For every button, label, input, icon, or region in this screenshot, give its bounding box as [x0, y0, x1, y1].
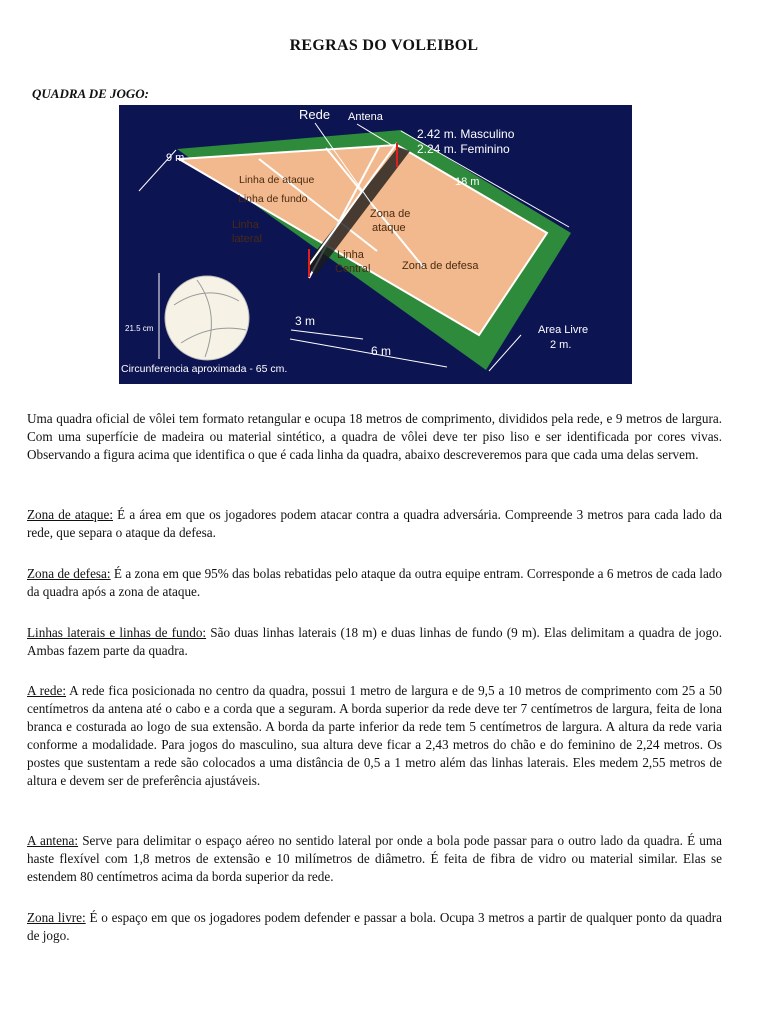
free-zone-term: Zona livre:	[27, 910, 86, 925]
free-zone-paragraph	[27, 909, 722, 945]
sideline-label-line1: Linha	[232, 219, 259, 231]
net-label: Rede	[299, 107, 331, 122]
net-text: A rede fica posicionada no centro da quadra, possui 1 metro de largura e de 9,5 a 10 metros de comprimento com 25 a 50 centímetros da antena até o cabo e a corda que a seguram. A borda superior da rede deve ter 7 centímetros de largura, feita de lona branca e costurada ao logo de sua extensão. A borda da parte inferior da rede tem 5 centímetros de largura. A altura da rede varia conforme a modalidade. Para jogos do masculino, sua altura deve ficar a 2,43 metros do chão e do feminino de 2,24 metros. Os postes que sustentam a rede são colocados a uma distância de 0,5 a 1 metro além das linhas laterais. Eles medem 2,55 metros de altura e devem ser de preferência ajustáveis.	[27, 683, 723, 788]
defense-zone-label: Zona de defesa	[402, 260, 479, 272]
section-heading-court: QUADRA DE JOGO:	[32, 86, 150, 101]
width-label: 9 m	[166, 152, 185, 164]
attack-zone-label-line2: ataque	[372, 222, 406, 234]
antenna-term: A antena:	[27, 833, 79, 848]
three-meter-label: 3 m	[295, 314, 316, 328]
length-label: 18 m	[455, 176, 480, 188]
net-term: A rede:	[27, 683, 67, 698]
antenna-text: Serve para delimitar o espaço aéreo no sentido lateral por onde a bola pode passar para o outro lado da quadra. É uma haste flexível com 1,8 metros de extensão e 10 milímetros de diâmetro. É feita de fibra de vidro ou material similar. Elas se estendem 80 centímetros acima da borda superior da rede.	[27, 833, 723, 884]
intro-paragraph	[27, 410, 722, 464]
intro-paragraph-text: Uma quadra oficial de vôlei tem formato retangular e ocupa 18 metros de comprimento, divididos pela rede, e 9 metros de largura. Com uma superfície de madeira ou material sintético, a quadra de vôlei deve ter piso liso e ser identificada por cores vivas. Observando a figura acima que identifica o que é cada linha da quadra, abaixo descreveremos para que cada uma delas servem.	[27, 411, 722, 462]
court-diagram-svg	[119, 105, 632, 384]
free-zone-text: É o espaço em que os jogadores podem defender e passar a bola. Ocupa 3 metros a partir de qualquer ponto da quadra de jogo.	[27, 910, 722, 943]
net-paragraph	[27, 682, 722, 790]
defense-zone-text: É a zona em que 95% das bolas rebatidas pelo ataque da outra equipe entram. Corresponde a 6 metros de cada lado da quadra após a zona de ataque.	[27, 566, 722, 599]
ball-circumference-label: Circunferencia aproximada - 65 cm.	[121, 363, 288, 375]
center-line-label-line1: Linha	[337, 249, 364, 261]
free-area-label-line1: Area Livre	[538, 324, 589, 336]
six-meter-label: 6 m	[371, 344, 392, 358]
lines-term: Linhas laterais e linhas de fundo:	[27, 625, 207, 640]
attack-zone-label-line1: Zona de	[370, 208, 411, 220]
back-line-label: Linha de fundo	[238, 193, 308, 205]
attack-zone-term: Zona de ataque:	[27, 507, 113, 522]
ball-diameter-label: 21.5 cm	[125, 324, 154, 333]
defense-zone-paragraph	[27, 565, 722, 601]
defense-zone-term: Zona de defesa:	[27, 566, 111, 581]
attack-line-label: Linha de ataque	[239, 174, 315, 186]
lines-paragraph	[27, 624, 722, 660]
volleyball-ball	[165, 276, 249, 360]
lines-text: São duas linhas laterais (18 m) e duas linhas de fundo (9 m). Elas delimitam a quadra de jogo. Ambas fazem parte da quadra.	[27, 625, 722, 658]
antenna-label: Antena	[348, 111, 383, 123]
document-title: REGRAS DO VOLEIBOL	[289, 37, 479, 54]
sideline-label-line2: lateral	[232, 233, 262, 245]
antenna-paragraph	[27, 832, 722, 886]
female-height-label: 2.24 m. Feminino	[417, 142, 510, 156]
attack-zone-text: É a área em que os jogadores podem atacar contra a quadra adversária. Compreende 3 metros para cada lado da rede, que separa o ataque da defesa.	[27, 507, 722, 540]
attack-zone-paragraph	[27, 506, 722, 542]
court-diagram	[119, 105, 632, 384]
center-line-label-line2: Central	[335, 263, 371, 275]
free-area-label-line2: 2 m.	[550, 339, 572, 351]
male-height-label: 2.42 m. Masculino	[417, 127, 515, 141]
